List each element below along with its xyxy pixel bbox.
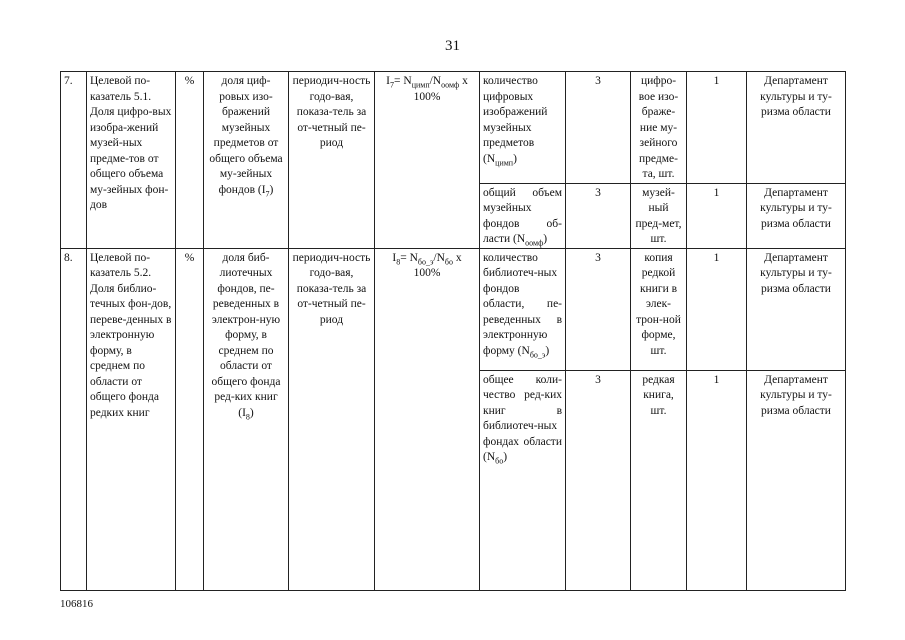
parameter-col7: 3 [566, 72, 631, 184]
indicator-table [60, 71, 846, 591]
parameter-col9: 1 [687, 183, 747, 248]
parameter-unit: цифро-вое изо-браже-ние му-зейного предме-та, шт. [631, 72, 687, 184]
indicator-definition: доля биб-лиотечных фондов, пе-реведенных в электрон-ную форму, в среднем по области от общего фонда ред-ких книг $(I_8)$ [204, 248, 289, 591]
table-row [61, 72, 846, 184]
parameter-name: общий объем музейных фондов об-ласти $(N_{оомф})$ [480, 183, 566, 248]
indicator-periodicity: периодич-ность годо-вая, показа-тель за от-четный пе-риод [289, 248, 375, 591]
table-row [61, 248, 846, 370]
parameter-unit: редкая книга, шт. [631, 370, 687, 591]
parameter-col9: 1 [687, 370, 747, 591]
parameter-name: количество библиотеч-ных фондов области, пе-реведенных в электронную форму $(N_{бо\_э})$ [480, 248, 566, 370]
parameter-name: общее коли-чество ред-ких книг в библиотеч-ных фондах области $(N_{бо})$ [480, 370, 566, 591]
parameter-col9: 1 [687, 248, 747, 370]
row-number: 7. [61, 72, 87, 249]
page-number: 31 [445, 38, 460, 54]
parameter-responsible: Департамент культуры и ту-ризма области [747, 72, 846, 184]
row-number: 8. [61, 248, 87, 591]
document-id: 106816 [60, 598, 93, 610]
parameter-responsible: Департамент культуры и ту-ризма области [747, 370, 846, 591]
indicator-unit: % [176, 248, 204, 591]
parameter-name: количество цифровых изображений музейных предметов $(N_{цимп})$ [480, 72, 566, 184]
indicator-name: Целевой по-казатель 5.1. Доля цифро-вых изобра-жений музей-ных предме-тов от общего объема му-зейных фон-дов [87, 72, 176, 249]
parameter-col7: 3 [566, 370, 631, 591]
indicator-name: Целевой по-казатель 5.2. Доля библио-течных фон-дов, переве-денных в электронную форму, в среднем по области от общего фонда редких книг [87, 248, 176, 591]
indicator-definition: доля циф-ровых изо-бражений музейных предметов от общего объема му-зейных фондов $(I_7)$ [204, 72, 289, 249]
indicator-periodicity: периодич-ность годо-вая, показа-тель за от-четный пе-риод [289, 72, 375, 249]
indicator-formula: $I_8= N_{бо\_э}/N_{бо}$ х 100% [375, 248, 480, 591]
parameter-unit: копия редкой книги в элек-трон-ной форме, шт. [631, 248, 687, 370]
parameter-responsible: Департамент культуры и ту-ризма области [747, 248, 846, 370]
indicator-unit: % [176, 72, 204, 249]
parameter-col7: 3 [566, 248, 631, 370]
parameter-col9: 1 [687, 72, 747, 184]
indicator-formula: $I_7= N_{цимп}/N_{оомф}$ х 100% [375, 72, 480, 249]
parameter-col7: 3 [566, 183, 631, 248]
parameter-unit: музей-ный пред-мет, шт. [631, 183, 687, 248]
parameter-responsible: Департамент культуры и ту-ризма области [747, 183, 846, 248]
